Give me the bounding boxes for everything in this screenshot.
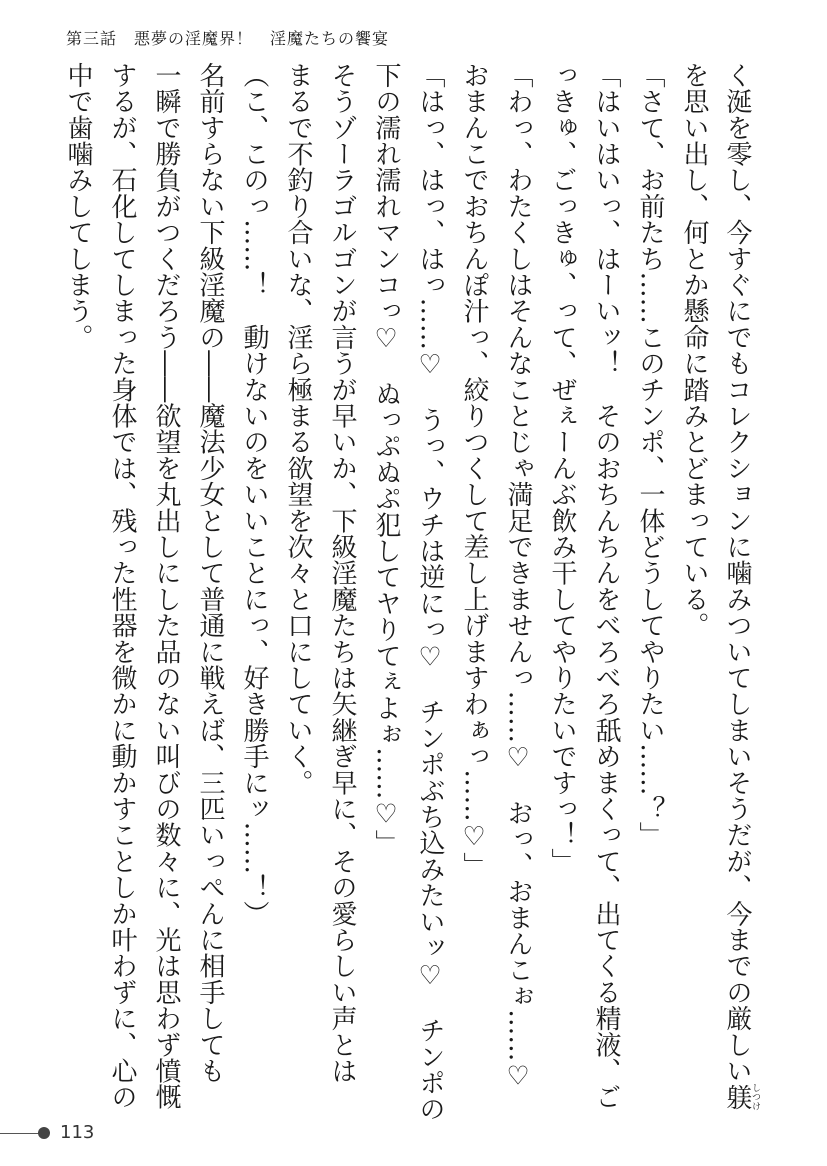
text-line: まるで不釣り合いな、淫ら極まる欲望を次々と口にしていく。 bbox=[283, 62, 313, 796]
body-text bbox=[60, 62, 760, 1122]
text-line: おまんこでおちんぽ汁っ、絞りつくして差し上げますわぁっ……♡」 bbox=[459, 62, 489, 879]
text-line: 「はいはいっ、はーいッ！ そのおちんちんをべろべろ舐めまくって、出てくる精液、ご bbox=[591, 62, 621, 1110]
text-line: を思い出し、何とか懸命に踏みとどまっている。 bbox=[679, 62, 709, 639]
furigana-ruby: 躾しつけ bbox=[722, 1083, 760, 1111]
text-line: （こ、このっ……！ 動けないのをいいことにっ、好き勝手にッ……！） bbox=[239, 62, 269, 927]
text-line: っきゅ、ごっきゅ、って、ぜぇーんぶ飲み干してやりたいですっ！」 bbox=[547, 62, 577, 875]
text-line: 一瞬で勝負がつくだろう――欲望を丸出しにした品のない叫びの数々に、光は思わず憤慨 bbox=[151, 62, 181, 1110]
text-line: 下の濡れ濡れマンコっ♡ ぬっぷぬぷ犯してヤりてぇよぉ……♡」 bbox=[371, 62, 401, 856]
chapter-header: 第三話 悪夢の淫魔界！ 淫魔たちの饗宴 bbox=[66, 29, 390, 48]
text-line: そうゾーラゴルゴンが言うが早いか、下級淫魔たちは矢継ぎ早に、その愛らしい声とは bbox=[327, 62, 357, 1084]
footer-bullet-icon bbox=[38, 1127, 50, 1139]
text-line: 中で歯噛みしてしまう。 bbox=[63, 62, 93, 351]
page-number: 113 bbox=[60, 1122, 95, 1143]
footer-rule bbox=[0, 1133, 40, 1134]
text-line: するが、石化してしまった身体では、残った性器を微かに動かすことしか叶わずに、心の bbox=[107, 62, 137, 1111]
text-line: 名前すらない下級淫魔の――魔法少女として普通に戦えば、三匹いっぺんに相手しても bbox=[195, 62, 225, 1084]
text-line: 「はっ、はっ、はっ……♡ うっ、ウチは逆にっ♡ チンポぶち込みたいッ♡ チンポの bbox=[415, 62, 445, 1122]
text-line: く涎を零し、今すぐにでもコレクションに噛みついてしまいそうだが、今までの厳しい躾しつけ bbox=[722, 62, 760, 1111]
page-footer bbox=[0, 1122, 200, 1144]
text-line: 「わっ、わたくしはそんなことじゃ満足できませんっ……♡ おっ、おまんこぉ……♡ bbox=[503, 62, 533, 1092]
text-line: 「さて、お前たち……このチンポ、一体どうしてやりたい……？」 bbox=[635, 62, 665, 848]
